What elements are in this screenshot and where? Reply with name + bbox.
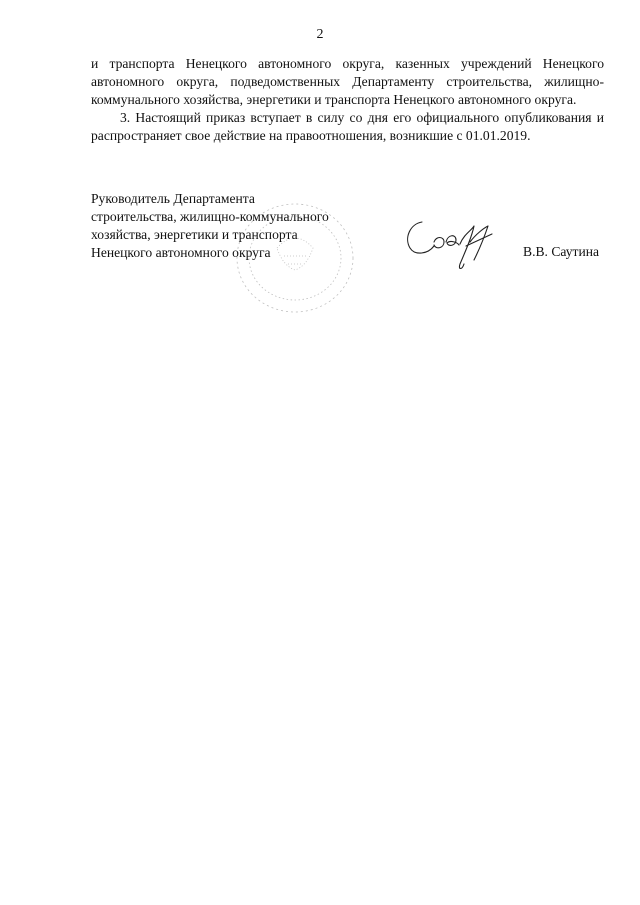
- handwritten-signature: [400, 212, 500, 274]
- signatory-title-line: строительства, жилищно-коммунального: [91, 209, 329, 224]
- signatory-name: В.В. Саутина: [523, 244, 600, 259]
- signatory-title-line: хозяйства, энергетики и транспорта: [91, 227, 298, 242]
- signatory-title-line: Руководитель Департамента: [91, 191, 255, 206]
- page-number: 2: [316, 27, 324, 42]
- signature-block: [91, 190, 351, 262]
- paragraph-item-3: 3. Настоящий приказ вступает в силу со дня его официального опубликования и распространяет свое действие на правоотношения, возникшие с 01.01.2019.: [91, 110, 604, 143]
- paragraph-continuation: и транспорта Ненецкого автономного округа, казенных учреждений Ненецкого автономного округа, подведомственных Департаменту строительства, жилищно-коммунального хозяйства, энергетики и транспорта Ненецкого автономного округа.: [91, 56, 604, 107]
- signatory-title-line: Ненецкого автономного округа: [91, 245, 271, 260]
- document-body: [91, 55, 604, 145]
